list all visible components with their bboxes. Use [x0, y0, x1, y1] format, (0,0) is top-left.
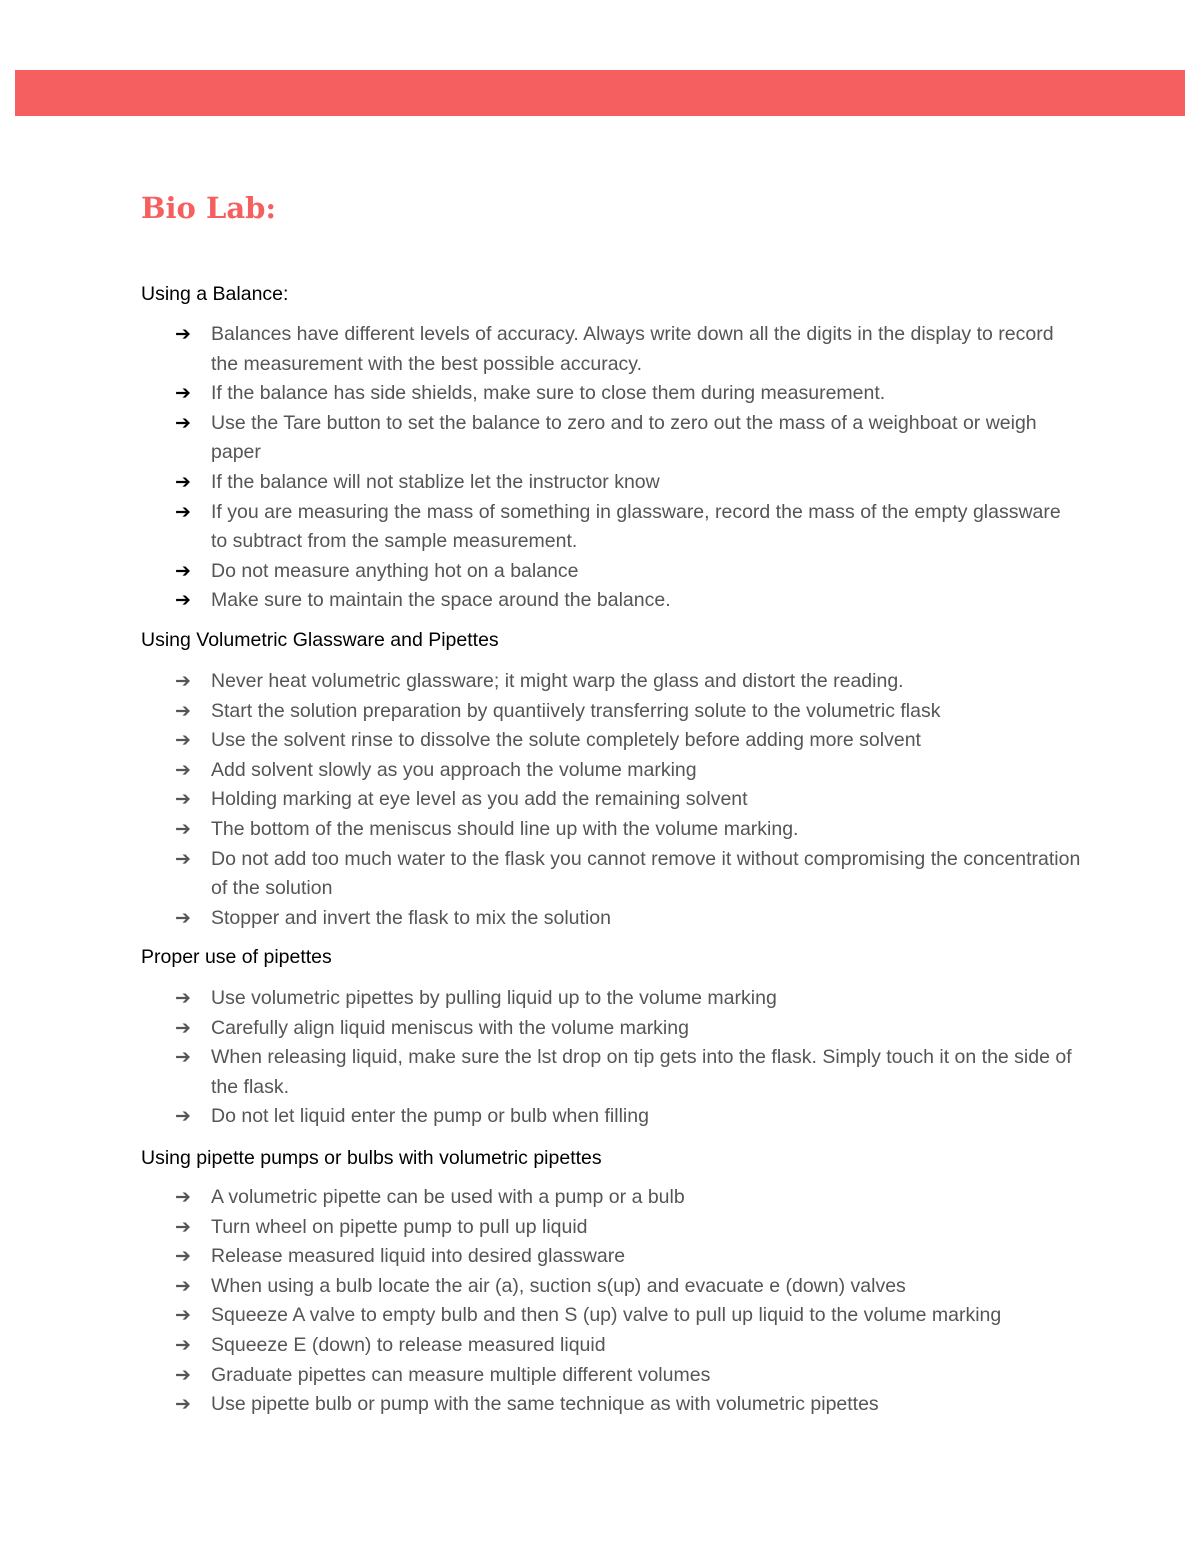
- list-item: [141, 1043, 1081, 1102]
- list-item-text: Use pipette bulb or pump with the same technique as with volumetric pipettes: [211, 1393, 879, 1416]
- list-item: [141, 1183, 1081, 1213]
- list-item: [141, 756, 1081, 786]
- list-item: [141, 409, 1081, 468]
- list-item: [141, 586, 1081, 616]
- list-item: [141, 845, 1081, 904]
- arrow-icon: ➔: [175, 589, 191, 612]
- list-item-text: Do not let liquid enter the pump or bulb when filling: [211, 1105, 649, 1128]
- list-item: [141, 1102, 1081, 1132]
- arrow-icon: ➔: [175, 1016, 191, 1039]
- arrow-icon: ➔: [175, 1186, 191, 1208]
- list-item-text: Make sure to maintain the space around the balance.: [211, 589, 671, 612]
- arrow-icon: ➔: [175, 1304, 191, 1327]
- list-item: [141, 984, 1081, 1014]
- list-item-text: If the balance has side shields, make sure to close them during measurement.: [211, 382, 886, 405]
- arrow-icon: ➔: [175, 987, 191, 1009]
- list-item: [141, 1390, 1081, 1420]
- list-item: [141, 697, 1081, 727]
- list-pumps-bulbs: [141, 1183, 1081, 1420]
- list-item: [141, 815, 1081, 845]
- list-item: [141, 904, 1081, 934]
- list-item-text: Release measured liquid into desired glassware: [211, 1245, 626, 1268]
- list-item-text: When releasing liquid, make sure the lst drop on tip gets into the flask. Simply touch it on the side of the flask.: [211, 1046, 1072, 1098]
- arrow-icon: ➔: [175, 906, 191, 929]
- list-item: [141, 379, 1081, 409]
- list-item: [141, 1242, 1081, 1272]
- arrow-icon: ➔: [175, 1046, 191, 1069]
- list-item-text: Balances have different levels of accuracy. Always write down all the digits in the display to record the measurement with the best possible accuracy.: [211, 323, 1054, 375]
- section-heading-pumps-bulbs: Using pipette pumps or bulbs with volumetric pipettes: [141, 1147, 602, 1169]
- arrow-icon: ➔: [175, 559, 191, 582]
- list-balance: [141, 320, 1081, 616]
- list-item: [141, 1301, 1081, 1331]
- arrow-icon: ➔: [175, 1333, 191, 1356]
- arrow-icon: ➔: [175, 758, 191, 781]
- list-item-text: Stopper and invert the flask to mix the solution: [211, 906, 611, 929]
- section-heading-balance: Using a Balance:: [141, 283, 289, 305]
- list-item-text: If you are measuring the mass of something in glassware, record the mass of the empty glassware to subtract from the sample measurement.: [211, 500, 1061, 553]
- list-item-text: If the balance will not stablize let the instructor know: [211, 470, 660, 493]
- list-item-text: The bottom of the meniscus should line up with the volume marking.: [211, 817, 799, 840]
- list-item-text: Graduate pipettes can measure multiple different volumes: [211, 1363, 711, 1386]
- list-item: [141, 667, 1081, 697]
- list-item-text: Start the solution preparation by quantiively transferring solute to the volumetric flask: [211, 699, 941, 722]
- list-item-text: Squeeze E (down) to release measured liquid: [211, 1333, 606, 1356]
- arrow-icon: ➔: [175, 817, 191, 840]
- arrow-icon: ➔: [175, 470, 191, 493]
- list-item-text: Squeeze A valve to empty bulb and then S (up) valve to pull up liquid to the volume marking: [211, 1304, 1002, 1327]
- list-item: [141, 1331, 1081, 1361]
- list-item-text: Do not measure anything hot on a balance: [211, 559, 579, 582]
- list-item: [141, 557, 1081, 587]
- arrow-icon: ➔: [175, 1274, 191, 1297]
- list-item-text: Never heat volumetric glassware; it might warp the glass and distort the reading.: [211, 670, 904, 692]
- arrow-icon: ➔: [175, 382, 191, 405]
- list-item: [141, 468, 1081, 498]
- list-item: [141, 498, 1081, 557]
- arrow-icon: ➔: [175, 729, 191, 752]
- list-item-text: Carefully align liquid meniscus with the volume marking: [211, 1016, 689, 1039]
- arrow-icon: ➔: [175, 411, 191, 434]
- list-item-text: Holding marking at eye level as you add the remaining solvent: [211, 788, 748, 811]
- header-banner: [15, 70, 1185, 116]
- arrow-icon: ➔: [175, 699, 191, 722]
- list-item-text: Use the Tare button to set the balance to zero and to zero out the mass of a weighboat or weigh paper: [211, 411, 1037, 464]
- list-item-text: Use volumetric pipettes by pulling liquid up to the volume marking: [211, 987, 777, 1009]
- list-item: [141, 785, 1081, 815]
- list-item-text: Turn wheel on pipette pump to pull up liquid: [211, 1215, 588, 1238]
- list-item: [141, 726, 1081, 756]
- arrow-icon: ➔: [175, 1393, 191, 1416]
- list-item: [141, 1272, 1081, 1302]
- arrow-icon: ➔: [175, 1245, 191, 1268]
- arrow-icon: ➔: [175, 1215, 191, 1238]
- section-heading-pipettes: Proper use of pipettes: [141, 946, 332, 968]
- arrow-icon: ➔: [175, 500, 191, 523]
- arrow-icon: ➔: [175, 1363, 191, 1386]
- list-item: [141, 1361, 1081, 1391]
- list-item: [141, 1014, 1081, 1044]
- list-item: [141, 1213, 1081, 1243]
- list-volumetric-glassware: [141, 667, 1081, 933]
- list-item-text: Use the solvent rinse to dissolve the solute completely before adding more solvent: [211, 729, 921, 752]
- list-item-text: A volumetric pipette can be used with a pump or a bulb: [211, 1186, 685, 1208]
- section-heading-volumetric-glassware: Using Volumetric Glassware and Pipettes: [141, 629, 499, 651]
- page-title: Bio Lab:: [141, 191, 277, 225]
- arrow-icon: ➔: [175, 670, 191, 692]
- list-pipettes: [141, 984, 1081, 1132]
- arrow-icon: ➔: [175, 323, 191, 345]
- list-item-text: When using a bulb locate the air (a), suction s(up) and evacuate e (down) valves: [211, 1274, 906, 1297]
- arrow-icon: ➔: [175, 1105, 191, 1128]
- arrow-icon: ➔: [175, 847, 191, 870]
- list-item: [141, 320, 1081, 379]
- list-item-text: Add solvent slowly as you approach the volume marking: [211, 758, 697, 781]
- arrow-icon: ➔: [175, 788, 191, 811]
- list-item-text: Do not add too much water to the flask you cannot remove it without compromising the concentration of the solution: [211, 847, 1081, 900]
